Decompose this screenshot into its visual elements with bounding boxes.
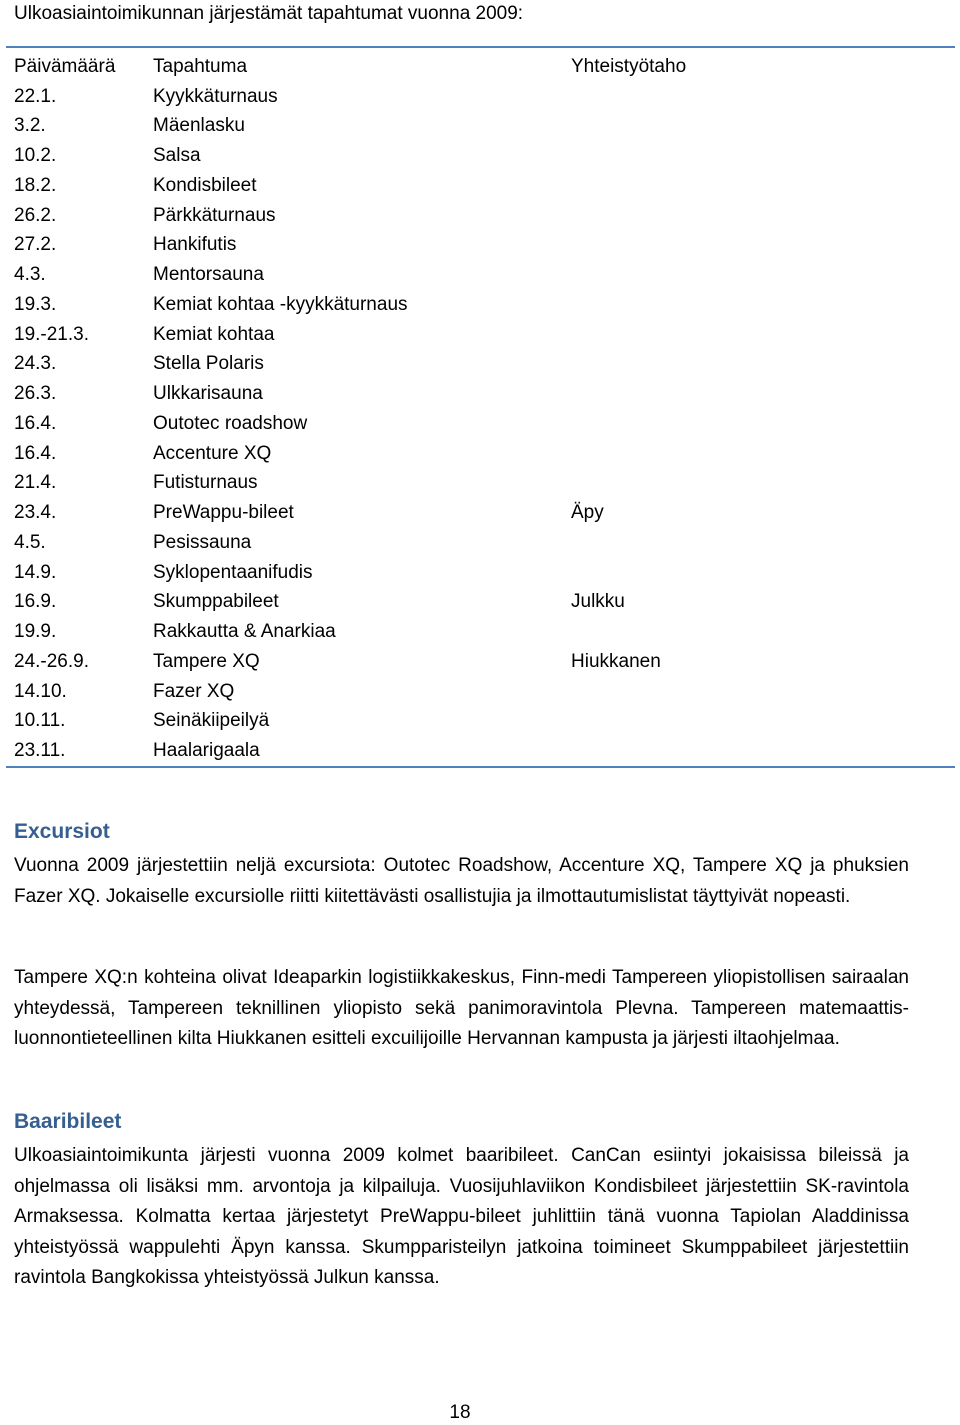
cell-partner xyxy=(563,320,955,350)
table-row xyxy=(6,647,955,677)
table-row xyxy=(6,528,955,558)
cell-partner: Hiukkanen xyxy=(571,650,661,672)
excursiot-paragraph-2: Tampere XQ:n kohteina olivat Ideaparkin logistiikkakeskus, Finn-medi Tampereen yliopistollisen sairaalan yhteydessä, Tampereen teknillinen yliopisto sekä panimoravintola Plevna. Tampereen matemaattis-luonnontieteellinen kilta Hiukkanen esitteli excuilijoille Hervannan kampusta ja järjesti iltaohjelmaa. xyxy=(14,967,909,1049)
cell-partner xyxy=(563,528,955,558)
header-event: Tapahtuma xyxy=(153,55,248,77)
table-row xyxy=(6,498,955,528)
table-row xyxy=(6,290,955,320)
table-row xyxy=(6,677,955,707)
cell-date: 26.2. xyxy=(14,204,57,226)
table-row xyxy=(6,112,955,142)
cell-event: Skumppabileet xyxy=(153,591,279,613)
cell-partner xyxy=(563,558,955,588)
cell-event: Pärkkäturnaus xyxy=(153,204,276,226)
cell-date: 23.11. xyxy=(14,740,66,762)
cell-partner: Äpy xyxy=(571,502,604,524)
cell-event: Mentorsauna xyxy=(153,264,264,286)
page-number: 18 xyxy=(449,1402,471,1423)
table-row xyxy=(6,350,955,380)
cell-date: 14.9. xyxy=(14,561,57,583)
table-header-row xyxy=(6,48,955,82)
cell-event: Ulkkarisauna xyxy=(153,383,263,405)
cell-date: 21.4. xyxy=(14,472,57,494)
cell-event: PreWappu-bileet xyxy=(153,502,294,524)
cell-event: Stella Polaris xyxy=(153,353,264,375)
cell-date: 19.9. xyxy=(14,621,57,643)
cell-date: 4.5. xyxy=(14,531,46,553)
table-row xyxy=(6,588,955,618)
cell-date: 3.2. xyxy=(14,115,46,137)
cell-event: Kyykkäturnaus xyxy=(153,85,278,107)
cell-partner xyxy=(563,617,955,647)
cell-date: 24.-26.9. xyxy=(14,650,89,672)
cell-date: 19.3. xyxy=(14,293,57,315)
table-row xyxy=(6,201,955,231)
table-row xyxy=(6,469,955,499)
table-row xyxy=(6,439,955,469)
cell-event: Mäenlasku xyxy=(153,115,245,137)
cell-event: Haalarigaala xyxy=(153,740,260,762)
table-body xyxy=(6,82,955,766)
table-row xyxy=(6,320,955,350)
intro-text: Ulkoasiaintoimikunnan järjestämät tapahtumat vuonna 2009: xyxy=(14,3,524,24)
cell-date: 10.11. xyxy=(14,710,66,732)
cell-partner xyxy=(563,350,955,380)
events-table xyxy=(6,46,955,768)
cell-date: 18.2. xyxy=(14,174,57,196)
cell-event: Hankifutis xyxy=(153,234,237,256)
excursiot-paragraph-1: Vuonna 2009 järjestettiin neljä excursiota: Outotec Roadshow, Accenture XQ, Tampere XQ ja phuksien Fazer XQ. Jokaiselle excursiolle riitti kiitettävästi osallistujia ja ilmottautumislistat täyttyivät nopeasti. xyxy=(14,855,909,907)
cell-date: 24.3. xyxy=(14,353,57,375)
cell-partner xyxy=(563,141,955,171)
cell-partner xyxy=(563,231,955,261)
cell-event: Fazer XQ xyxy=(153,680,235,702)
cell-event: Tampere XQ xyxy=(153,650,260,672)
cell-event: Outotec roadshow xyxy=(153,412,308,434)
cell-partner xyxy=(563,469,955,499)
table-row xyxy=(6,141,955,171)
table-row xyxy=(6,558,955,588)
cell-partner xyxy=(563,379,955,409)
table-row xyxy=(6,379,955,409)
cell-partner xyxy=(563,201,955,231)
cell-partner: Julkku xyxy=(571,591,625,613)
cell-partner xyxy=(563,439,955,469)
cell-date: 19.-21.3. xyxy=(14,323,89,345)
cell-date: 27.2. xyxy=(14,234,57,256)
header-partner: Yhteistyötaho xyxy=(571,55,687,77)
table-row xyxy=(6,260,955,290)
cell-event: Kemiat kohtaa xyxy=(153,323,275,345)
cell-date: 4.3. xyxy=(14,264,46,286)
table-row xyxy=(6,231,955,261)
table-row xyxy=(6,617,955,647)
cell-date: 16.4. xyxy=(14,412,57,434)
table-row xyxy=(6,409,955,439)
table-row xyxy=(6,82,955,112)
cell-date: 10.2. xyxy=(14,145,57,167)
cell-event: Pesissauna xyxy=(153,531,252,553)
cell-event: Accenture XQ xyxy=(153,442,272,464)
table-row xyxy=(6,736,955,766)
baaribileet-heading: Baaribileet xyxy=(14,1110,122,1133)
cell-partner xyxy=(563,260,955,290)
cell-partner xyxy=(563,736,955,766)
header-date: Päivämäärä xyxy=(14,55,116,77)
cell-date: 23.4. xyxy=(14,502,57,524)
cell-partner xyxy=(563,112,955,142)
cell-event: Seinäkiipeilyä xyxy=(153,710,270,732)
cell-partner xyxy=(563,677,955,707)
excursiot-heading: Excursiot xyxy=(14,820,110,843)
cell-partner xyxy=(563,82,955,112)
cell-date: 16.4. xyxy=(14,442,57,464)
cell-date: 16.9. xyxy=(14,591,57,613)
cell-event: Kemiat kohtaa -kyykkäturnaus xyxy=(153,293,408,315)
cell-date: 26.3. xyxy=(14,383,57,405)
cell-date: 22.1. xyxy=(14,85,57,107)
table-row xyxy=(6,707,955,737)
cell-event: Kondisbileet xyxy=(153,174,257,196)
cell-partner xyxy=(563,171,955,201)
baaribileet-paragraph: Ulkoasiaintoimikunta järjesti vuonna 2009 kolmet baaribileet. CanCan esiintyi jokaisissa bileissä ja ohjelmassa oli lisäksi mm. arvontoja ja kilpailuja. Vuosijuhlaviikon Kondisbileet järjestettiin SK-ravintola Armaksessa. Kolmatta kertaa järjestetyt PreWappu-bileet juhlittiin tänä vuonna Tapiolan Aladdinissa yhteistyössä wappulehti Äpyn kanssa. Skumpparisteilyn jatkoina toimineet Skumppabileet järjestettiin ravintola Bangkokissa yhteistyössä Julkun kanssa. xyxy=(14,1145,909,1288)
cell-event: Syklopentaanifudis xyxy=(153,561,313,583)
cell-partner xyxy=(563,707,955,737)
table-row xyxy=(6,171,955,201)
cell-event: Futisturnaus xyxy=(153,472,258,494)
cell-partner xyxy=(563,290,955,320)
cell-date: 14.10. xyxy=(14,680,67,702)
cell-partner xyxy=(563,409,955,439)
cell-event: Rakkautta & Anarkiaa xyxy=(153,621,336,643)
cell-event: Salsa xyxy=(153,145,201,167)
